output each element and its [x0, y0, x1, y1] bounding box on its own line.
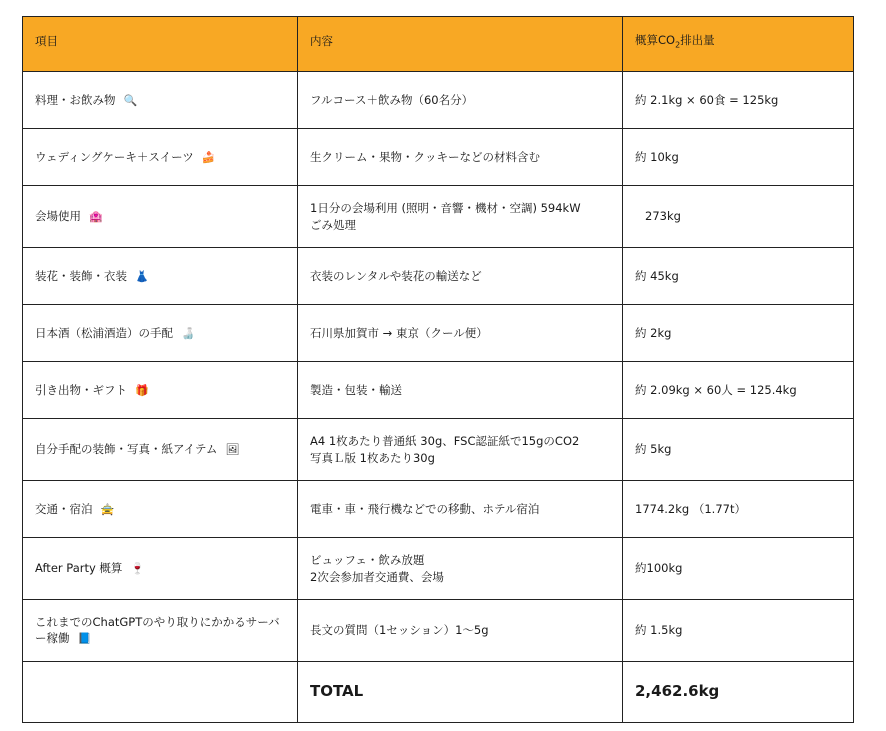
content-line: 電車・車・飛行機などでの移動、ホテル宿泊	[310, 501, 540, 516]
wine-glass-icon: 🍷	[130, 562, 145, 576]
content-cell	[298, 538, 623, 600]
content-cell	[298, 600, 623, 662]
content-cell	[298, 305, 623, 362]
item-label: 会場使用	[35, 209, 81, 224]
item-label: ウェディングケーキ＋スイーツ	[35, 149, 194, 164]
total-empty-cell	[23, 662, 298, 723]
total-label: TOTAL	[298, 662, 623, 723]
content-cell	[298, 248, 623, 305]
item-label: 装花・装飾・衣装	[35, 268, 127, 283]
content-cell	[298, 72, 623, 129]
amount-cell: 約 45kg	[623, 248, 854, 305]
total-amount: 2,462.6kg	[623, 662, 854, 723]
gift-icon: 🎁	[135, 383, 149, 397]
total-row	[23, 662, 854, 723]
header-row	[23, 17, 854, 72]
table-row	[23, 129, 854, 186]
table-row	[23, 419, 854, 481]
content-line: A4 1枚あたり普通紙 30g、FSC認証紙で15gのCO2	[310, 433, 580, 448]
item-cell	[23, 129, 298, 186]
item-cell	[23, 305, 298, 362]
amount-cell: 約 2.1kg × 60食 = 125kg	[623, 72, 854, 129]
content-cell	[298, 419, 623, 481]
magnifier-icon: 🔍	[123, 93, 138, 107]
content-line: 長文の質問（1セッション）1〜5g	[310, 623, 489, 638]
amount-cell: 約 5kg	[623, 419, 854, 481]
item-label: 自分手配の装飾・写真・紙アイテム	[35, 442, 218, 457]
header-co2-prefix: 概算CO	[635, 32, 676, 47]
content-line: ごみ処理	[310, 217, 356, 232]
dress-icon: 👗	[135, 269, 149, 283]
book-icon: 📘	[77, 632, 92, 646]
header-co2-suffix: 排出量	[680, 32, 715, 47]
table-footer	[23, 662, 854, 723]
item-label: 料理・お飲み物	[35, 92, 116, 107]
amount-cell: 約 1.5kg	[623, 600, 854, 662]
cake-icon: 🍰	[201, 150, 216, 164]
table-row	[23, 186, 854, 248]
item-cell	[23, 600, 298, 662]
co2-emissions-table	[22, 16, 854, 723]
amount-cell: 1774.2kg （1.77t）	[623, 481, 854, 538]
header-content: 内容	[298, 17, 623, 72]
amount-cell: 約 10kg	[623, 129, 854, 186]
content-line: 写真Ｌ版 1枚あたり30g	[310, 450, 435, 465]
header-co2-subscript: 2	[675, 39, 681, 49]
amount-cell: 約100kg	[623, 538, 854, 600]
amount-cell: 約 2kg	[623, 305, 854, 362]
item-cell	[23, 419, 298, 481]
item-cell	[23, 186, 298, 248]
header-item: 項目	[23, 17, 298, 72]
framed-picture-icon: 🖼	[225, 443, 240, 457]
content-line: 生クリーム・果物・クッキーなどの材料含む	[310, 149, 540, 164]
table-row	[23, 538, 854, 600]
content-line: 1日分の会場利用 (照明・音響・機材・空調) 594kW	[310, 200, 581, 215]
item-cell	[23, 362, 298, 419]
content-line: 2次会参加者交通費、会場	[310, 569, 444, 584]
content-cell	[298, 362, 623, 419]
taxi-icon: 🚖	[100, 502, 115, 516]
amount-cell: 約 2.09kg × 60人 = 125.4kg	[623, 362, 854, 419]
amount-cell: 273kg	[623, 186, 854, 248]
item-cell	[23, 72, 298, 129]
table-row	[23, 305, 854, 362]
table-row	[23, 600, 854, 662]
venue-building-icon: 🏩	[89, 210, 103, 224]
content-line: 製造・包装・輸送	[310, 382, 402, 397]
item-cell	[23, 481, 298, 538]
item-label: After Party 概算	[35, 561, 123, 576]
item-cell	[23, 248, 298, 305]
item-label: これまでのChatGPTのやり取りにかかるサーバー稼働	[35, 614, 280, 646]
item-label: 引き出物・ギフト	[35, 382, 127, 397]
item-cell	[23, 538, 298, 600]
header-co2	[623, 17, 854, 72]
item-label: 交通・宿泊	[35, 501, 93, 516]
sake-bottle-icon: 🍶	[181, 326, 195, 340]
table-row	[23, 481, 854, 538]
content-line: フルコース＋飲み物（60名分）	[310, 92, 474, 107]
content-cell	[298, 129, 623, 186]
table-row	[23, 72, 854, 129]
table-header	[23, 17, 854, 72]
content-cell	[298, 481, 623, 538]
table-body	[23, 72, 854, 662]
content-line: ビュッフェ・飲み放題	[310, 552, 425, 567]
table-row	[23, 362, 854, 419]
content-line: 石川県加賀市 → 東京（クール便）	[310, 325, 488, 340]
content-cell	[298, 186, 623, 248]
table-row	[23, 248, 854, 305]
item-label: 日本酒（松浦酒造）の手配	[35, 325, 173, 340]
content-line: 衣装のレンタルや装花の輸送など	[310, 268, 482, 283]
